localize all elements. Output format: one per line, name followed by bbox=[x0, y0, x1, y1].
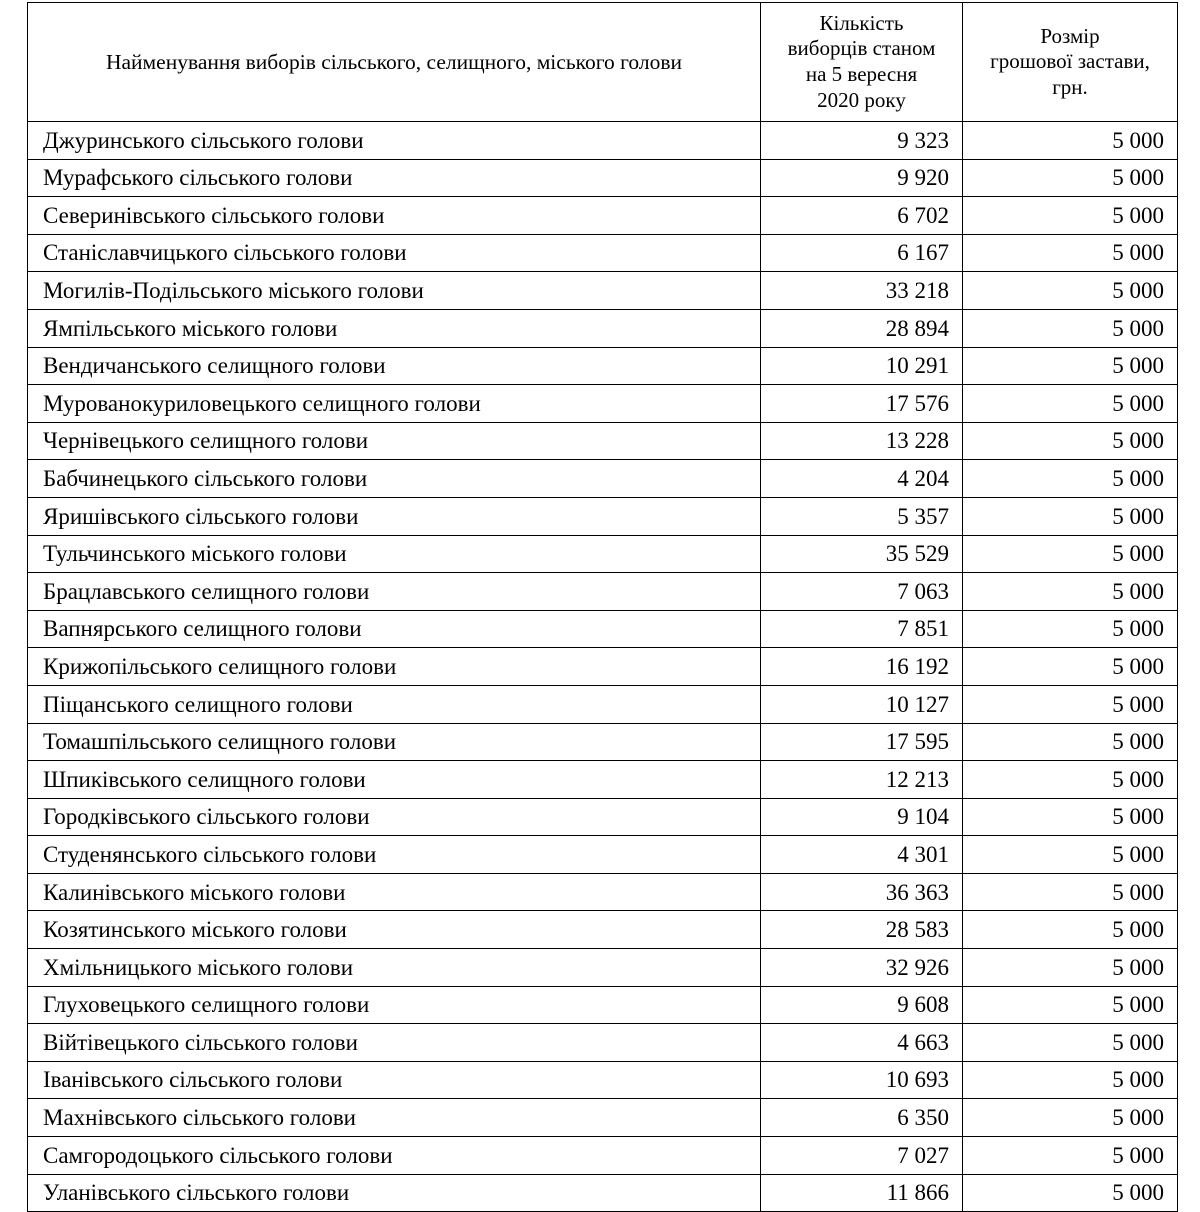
cell-voter-count: 7 027 bbox=[761, 1137, 963, 1175]
cell-election-name: Піщанського селищного голови bbox=[28, 685, 761, 723]
cell-deposit-amount: 5 000 bbox=[963, 422, 1178, 460]
cell-deposit-amount: 5 000 bbox=[963, 309, 1178, 347]
cell-voter-count: 6 167 bbox=[761, 234, 963, 272]
cell-election-name: Шпиківського селищного голови bbox=[28, 761, 761, 799]
table-row bbox=[28, 385, 1178, 423]
cell-deposit-amount: 5 000 bbox=[963, 610, 1178, 648]
cell-voter-count: 4 204 bbox=[761, 460, 963, 498]
cell-election-name: Мурованокуриловецького селищного голови bbox=[28, 385, 761, 423]
cell-voter-count: 12 213 bbox=[761, 761, 963, 799]
cell-deposit-amount: 5 000 bbox=[963, 798, 1178, 836]
cell-voter-count: 7 851 bbox=[761, 610, 963, 648]
cell-voter-count: 5 357 bbox=[761, 497, 963, 535]
cell-deposit-amount: 5 000 bbox=[963, 949, 1178, 987]
cell-voter-count: 9 104 bbox=[761, 798, 963, 836]
cell-election-name: Брацлавського селищного голови bbox=[28, 573, 761, 611]
cell-deposit-amount: 5 000 bbox=[963, 1061, 1178, 1099]
cell-voter-count: 11 866 bbox=[761, 1174, 963, 1212]
table-row bbox=[28, 1099, 1178, 1137]
cell-election-name: Мурафського сільського голови bbox=[28, 159, 761, 197]
cell-election-name: Могилів-Подільського міського голови bbox=[28, 272, 761, 310]
cell-deposit-amount: 5 000 bbox=[963, 385, 1178, 423]
table-row bbox=[28, 1137, 1178, 1175]
table-row bbox=[28, 911, 1178, 949]
cell-deposit-amount: 5 000 bbox=[963, 761, 1178, 799]
table-row bbox=[28, 497, 1178, 535]
cell-deposit-amount: 5 000 bbox=[963, 159, 1178, 197]
cell-election-name: Чернівецького селищного голови bbox=[28, 422, 761, 460]
cell-deposit-amount: 5 000 bbox=[963, 497, 1178, 535]
cell-election-name: Джуринського сільського голови bbox=[28, 122, 761, 160]
deposit-header-line-3: грн. bbox=[1052, 74, 1088, 99]
cell-election-name: Студенянського сільського голови bbox=[28, 836, 761, 874]
cell-deposit-amount: 5 000 bbox=[963, 1174, 1178, 1212]
cell-election-name: Северинівського сільського голови bbox=[28, 197, 761, 235]
header-row bbox=[28, 3, 1178, 122]
voter-count-header-line-3: на 5 вересня bbox=[805, 62, 918, 86]
voter-count-header-line-4: 2020 року bbox=[817, 87, 906, 112]
cell-deposit-amount: 5 000 bbox=[963, 234, 1178, 272]
voter-count-header-line-2: виборців станом bbox=[787, 36, 936, 61]
cell-deposit-amount: 5 000 bbox=[963, 535, 1178, 573]
cell-voter-count: 28 894 bbox=[761, 309, 963, 347]
cell-voter-count: 9 920 bbox=[761, 159, 963, 197]
cell-election-name: Вапнярського селищного голови bbox=[28, 610, 761, 648]
table-row bbox=[28, 347, 1178, 385]
column-header-election-name: Найменування виборів сільського, селищного, міського голови bbox=[28, 3, 761, 122]
cell-election-name: Уланівського сільського голови bbox=[28, 1174, 761, 1212]
cell-election-name: Городківського сільського голови bbox=[28, 798, 761, 836]
cell-deposit-amount: 5 000 bbox=[963, 573, 1178, 611]
cell-deposit-amount: 5 000 bbox=[963, 460, 1178, 498]
table-row bbox=[28, 949, 1178, 987]
table-row bbox=[28, 723, 1178, 761]
table-row bbox=[28, 460, 1178, 498]
cell-deposit-amount: 5 000 bbox=[963, 197, 1178, 235]
cell-voter-count: 6 350 bbox=[761, 1099, 963, 1137]
cell-election-name: Бабчинецького сільського голови bbox=[28, 460, 761, 498]
cell-deposit-amount: 5 000 bbox=[963, 648, 1178, 686]
cell-election-name: Ямпільського міського голови bbox=[28, 309, 761, 347]
table-row bbox=[28, 1024, 1178, 1062]
table-row bbox=[28, 648, 1178, 686]
table-row bbox=[28, 197, 1178, 235]
deposit-header-line-2: грошової застави, bbox=[990, 49, 1150, 74]
cell-election-name: Глуховецького селищного голови bbox=[28, 986, 761, 1024]
table-row bbox=[28, 422, 1178, 460]
cell-deposit-amount: 5 000 bbox=[963, 836, 1178, 874]
cell-voter-count: 10 693 bbox=[761, 1061, 963, 1099]
election-deposit-table bbox=[27, 2, 1178, 1212]
cell-voter-count: 36 363 bbox=[761, 873, 963, 911]
table-row bbox=[28, 798, 1178, 836]
cell-deposit-amount: 5 000 bbox=[963, 1099, 1178, 1137]
table-row bbox=[28, 573, 1178, 611]
cell-voter-count: 32 926 bbox=[761, 949, 963, 987]
cell-deposit-amount: 5 000 bbox=[963, 723, 1178, 761]
cell-voter-count: 9 608 bbox=[761, 986, 963, 1024]
table-row bbox=[28, 122, 1178, 160]
deposit-header-line-1: Розмір bbox=[1040, 23, 1100, 48]
table-row bbox=[28, 234, 1178, 272]
cell-voter-count: 35 529 bbox=[761, 535, 963, 573]
cell-election-name: Калинівського міського голови bbox=[28, 873, 761, 911]
cell-voter-count: 33 218 bbox=[761, 272, 963, 310]
table-row bbox=[28, 873, 1178, 911]
cell-election-name: Махнівського сільського голови bbox=[28, 1099, 761, 1137]
table-header bbox=[28, 3, 1178, 122]
table-row bbox=[28, 272, 1178, 310]
cell-deposit-amount: 5 000 bbox=[963, 873, 1178, 911]
table-row bbox=[28, 986, 1178, 1024]
table-row bbox=[28, 159, 1178, 197]
cell-deposit-amount: 5 000 bbox=[963, 685, 1178, 723]
cell-voter-count: 10 127 bbox=[761, 685, 963, 723]
cell-deposit-amount: 5 000 bbox=[963, 911, 1178, 949]
cell-election-name: Самгородоцького сільського голови bbox=[28, 1137, 761, 1175]
cell-deposit-amount: 5 000 bbox=[963, 1137, 1178, 1175]
cell-voter-count: 4 301 bbox=[761, 836, 963, 874]
cell-deposit-amount: 5 000 bbox=[963, 272, 1178, 310]
cell-election-name: Томашпільського селищного голови bbox=[28, 723, 761, 761]
cell-deposit-amount: 5 000 bbox=[963, 347, 1178, 385]
cell-election-name: Станіславчицького сільського голови bbox=[28, 234, 761, 272]
voter-count-header-line-1: Кількість bbox=[819, 10, 904, 35]
cell-voter-count: 28 583 bbox=[761, 911, 963, 949]
cell-voter-count: 10 291 bbox=[761, 347, 963, 385]
cell-deposit-amount: 5 000 bbox=[963, 1024, 1178, 1062]
table-row bbox=[28, 535, 1178, 573]
cell-deposit-amount: 5 000 bbox=[963, 122, 1178, 160]
cell-voter-count: 16 192 bbox=[761, 648, 963, 686]
cell-election-name: Крижопільського селищного голови bbox=[28, 648, 761, 686]
table-row bbox=[28, 1061, 1178, 1099]
cell-election-name: Війтівецького сільського голови bbox=[28, 1024, 761, 1062]
table-row bbox=[28, 1174, 1178, 1212]
table-row bbox=[28, 309, 1178, 347]
column-header-deposit-amount bbox=[963, 3, 1178, 122]
cell-voter-count: 13 228 bbox=[761, 422, 963, 460]
cell-voter-count: 17 576 bbox=[761, 385, 963, 423]
cell-election-name: Тульчинського міського голови bbox=[28, 535, 761, 573]
cell-election-name: Хмільницького міського голови bbox=[28, 949, 761, 987]
cell-election-name: Іванівського сільського голови bbox=[28, 1061, 761, 1099]
table-row bbox=[28, 610, 1178, 648]
table-body bbox=[28, 122, 1178, 1212]
cell-voter-count: 6 702 bbox=[761, 197, 963, 235]
table-row bbox=[28, 761, 1178, 799]
cell-election-name: Яришівського сільського голови bbox=[28, 497, 761, 535]
cell-election-name: Козятинського міського голови bbox=[28, 911, 761, 949]
table-row bbox=[28, 685, 1178, 723]
column-header-voter-count bbox=[761, 3, 963, 122]
cell-voter-count: 7 063 bbox=[761, 573, 963, 611]
cell-voter-count: 4 663 bbox=[761, 1024, 963, 1062]
cell-deposit-amount: 5 000 bbox=[963, 986, 1178, 1024]
cell-voter-count: 17 595 bbox=[761, 723, 963, 761]
cell-election-name: Вендичанського селищного голови bbox=[28, 347, 761, 385]
table-row bbox=[28, 836, 1178, 874]
cell-voter-count: 9 323 bbox=[761, 122, 963, 160]
